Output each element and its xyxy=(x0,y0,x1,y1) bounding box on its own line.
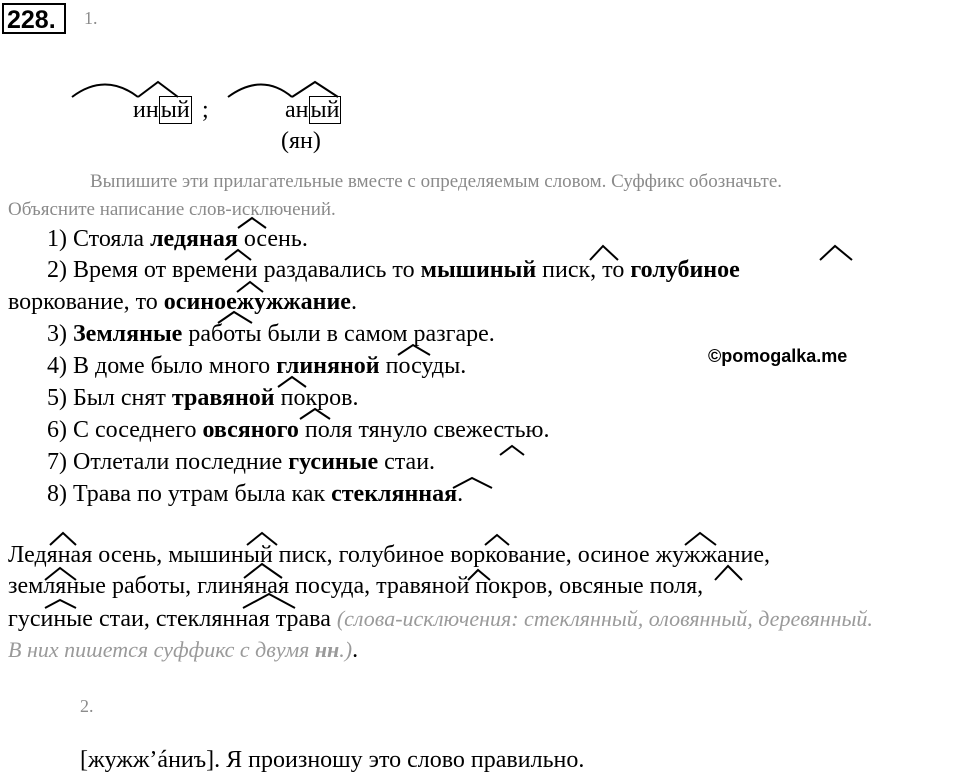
root-arc-1 xyxy=(72,85,138,98)
scheme-alternative: (ян) xyxy=(281,128,321,154)
sentence-4: 4) В доме было много глиняной посуды. xyxy=(47,353,467,379)
answer-line-4: В них пишется суффикс с двумя нн.). xyxy=(8,637,359,663)
sentence-2: 2) Время от времени раздавались то мышиный писк, то голубиное xyxy=(47,257,740,283)
scheme-separator: ; xyxy=(202,97,209,123)
answer-line-3: гусиные стаи, стеклянная трава (слова-исключения: стеклянный, оловянный, деревянный. xyxy=(8,606,873,632)
exercise-number: 228. xyxy=(2,3,66,34)
sentence-6: 6) С соседнего овсяного поля тянуло свежестью. xyxy=(47,417,550,443)
exceptions-note: (слова-исключения: стеклянный, оловянный, деревянный. xyxy=(336,606,873,631)
part-2-label: 2. xyxy=(80,696,94,716)
scheme-suffix-1: ый xyxy=(160,97,190,123)
sentence-2-cont: воркование, то осиноежужжание. xyxy=(8,289,357,315)
sentence-1: 1) Стояла ледяная осень. xyxy=(47,226,308,252)
part-1-label: 1. xyxy=(84,8,98,28)
transcription-line: [жужж’áниъ]. Я произношу это слово правильно. xyxy=(80,747,585,773)
answer-line-2: земляные работы, глиняная посуда, травяной покров, овсяные поля, xyxy=(8,573,704,599)
task-line-2: Объясните написание слов-исключений. xyxy=(8,199,336,220)
suffix-caret-2 xyxy=(292,82,338,97)
suffix-caret-1 xyxy=(138,82,178,97)
scheme-suffix-2: ый xyxy=(310,97,340,123)
scheme-word-1 xyxy=(133,97,192,124)
sentence-5: 5) Был снят травяной покров. xyxy=(47,385,359,411)
watermark: ©pomogalka.me xyxy=(708,346,848,366)
scheme-word-2 xyxy=(285,97,341,124)
answer-line-1: Ледяная осень, мышиный писк, голубиное воркование, осиное жужжание, xyxy=(8,542,771,568)
sentence-8: 8) Трава по утрам была как стеклянная. xyxy=(47,481,464,507)
scheme-root-1: ин xyxy=(133,97,159,123)
sentence-7: 7) Отлетали последние гусиные стаи. xyxy=(47,449,436,475)
sentence-3: 3) Земляные работы были в самом разгаре. xyxy=(47,321,495,347)
task-line-1: Выпишите эти прилагательные вместе с определяемым словом. Суффикс обозначьте. xyxy=(90,171,783,192)
root-arc-2 xyxy=(228,85,292,98)
scheme-root-2: ан xyxy=(285,97,309,123)
